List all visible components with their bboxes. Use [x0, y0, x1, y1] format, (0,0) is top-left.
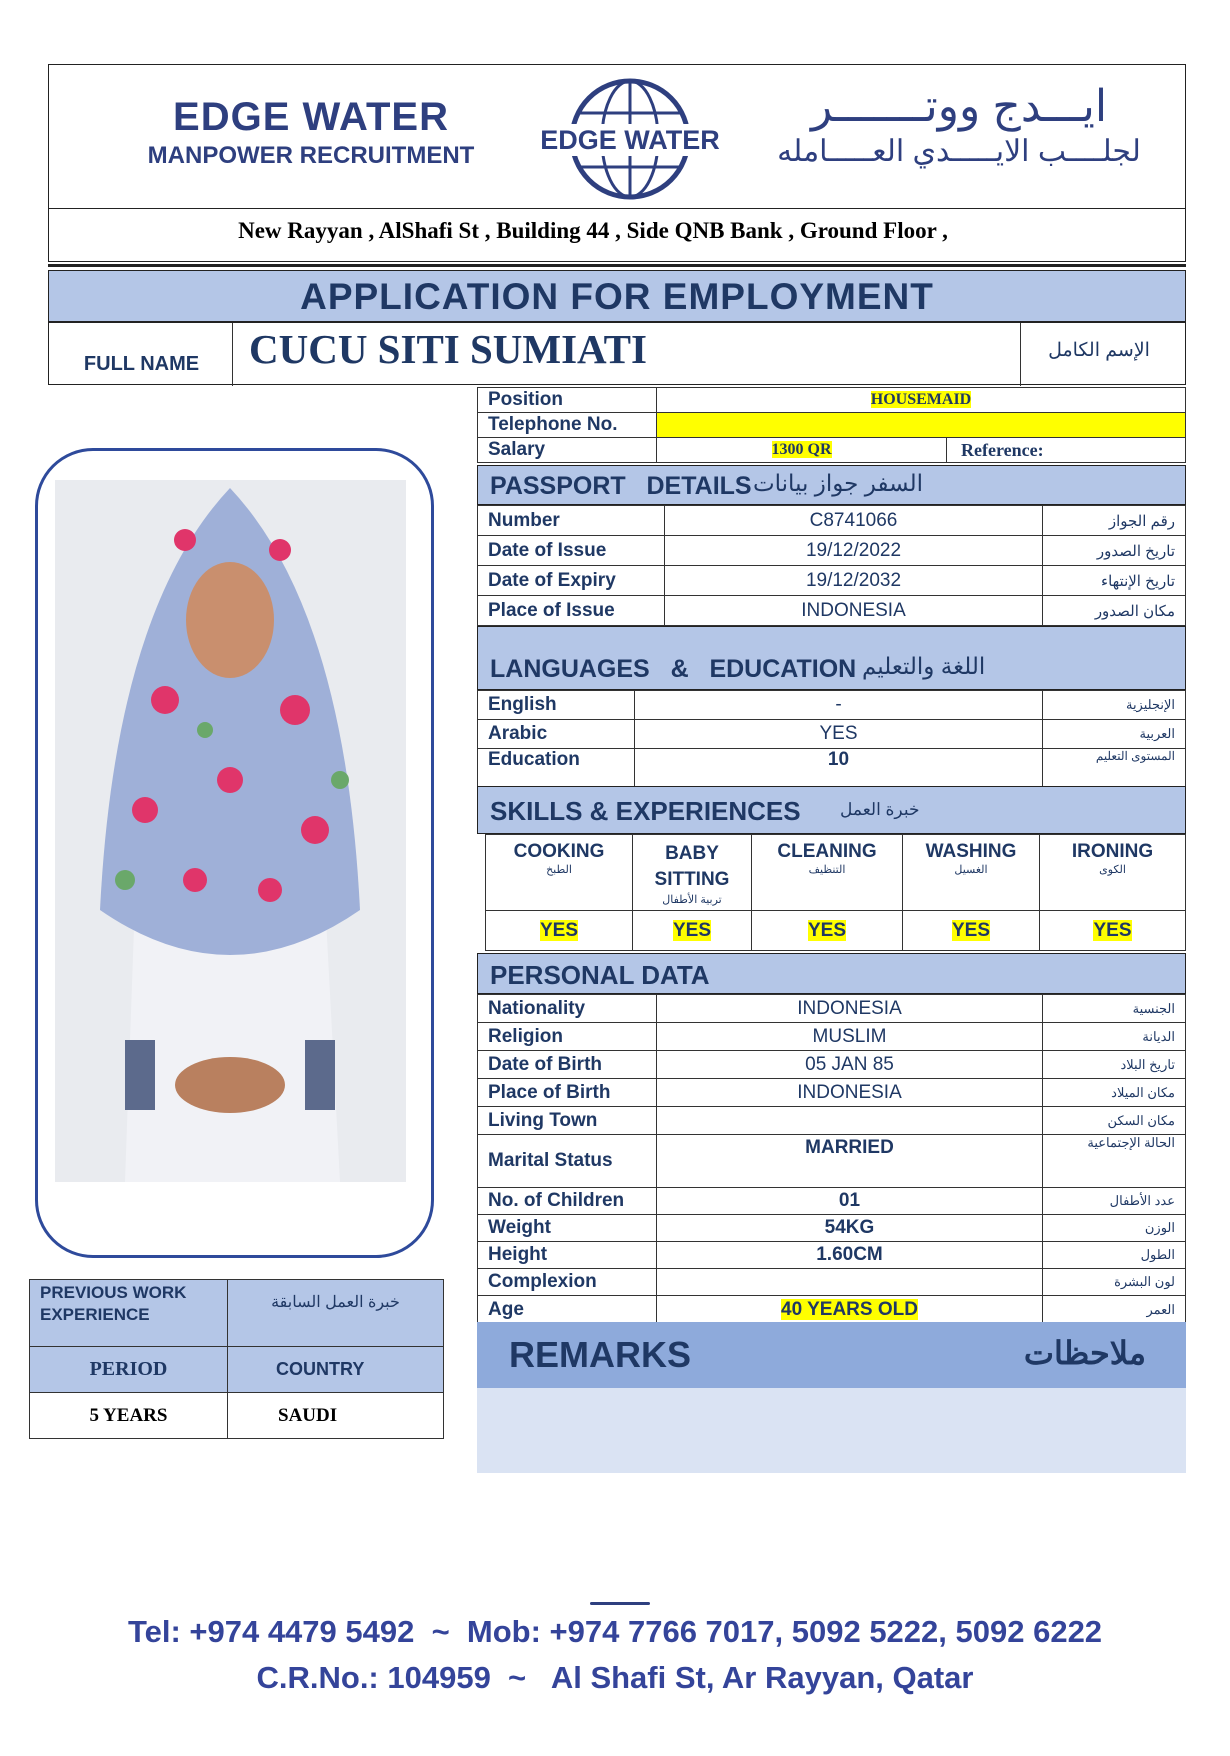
- skill-ironing-value: YES: [1093, 919, 1132, 941]
- issue-date-ar: تاريخ الصدور: [1043, 536, 1186, 566]
- passport-table: [477, 505, 1186, 626]
- table-row: [478, 1269, 1186, 1296]
- languages-heading-text: LANGUAGES & EDUCATION: [490, 655, 857, 683]
- arabic-value: YES: [635, 720, 1043, 749]
- company-name-en: [121, 95, 501, 170]
- weight-value: 54KG: [657, 1215, 1043, 1242]
- skill-baby-sitting-ar: تربية الأطفال: [662, 894, 722, 906]
- table-row: [478, 1135, 1186, 1188]
- company-name-line2: MANPOWER RECRUITMENT: [147, 142, 475, 169]
- skill-cleaning-value: YES: [807, 919, 847, 941]
- full-name-divider-right: [1020, 323, 1021, 386]
- height-ar: الطول: [1043, 1242, 1186, 1269]
- skills-table: [485, 834, 1186, 951]
- remarks-heading: [477, 1322, 1186, 1388]
- nationality-ar: الجنسية: [1043, 995, 1186, 1023]
- skill-cooking-label: COOKING: [513, 841, 605, 862]
- skill-washing-label: WASHING: [925, 841, 1017, 862]
- skill-washing: [903, 835, 1040, 911]
- age-cell: [657, 1296, 1043, 1324]
- marital-status-ar: الحالة الإجتماعية: [1043, 1135, 1186, 1188]
- table-row: [478, 1296, 1186, 1324]
- skill-baby-sitting-label: BABY SITTING: [654, 843, 730, 890]
- height-label: Height: [478, 1242, 657, 1269]
- applicant-photo: [55, 480, 406, 1182]
- issue-place-ar: مكان الصدور: [1043, 596, 1186, 626]
- period-label: PERIOD: [30, 1347, 228, 1393]
- full-name-row: [48, 322, 1186, 385]
- children-value: 01: [657, 1188, 1043, 1215]
- religion-ar: الديانة: [1043, 1023, 1186, 1051]
- birth-place-label: Place of Birth: [478, 1079, 657, 1107]
- full-name-value: CUCU SITI SUMIATI: [249, 326, 647, 372]
- reference-label: Reference:: [947, 438, 1186, 463]
- table-row: [30, 1280, 444, 1347]
- logo-text: EDGE WATER: [540, 125, 720, 155]
- company-logo: [535, 73, 725, 205]
- religion-label: Religion: [478, 1023, 657, 1051]
- experience-table: [29, 1279, 444, 1439]
- weight-ar: الوزن: [1043, 1215, 1186, 1242]
- birth-place-value: INDONESIA: [657, 1079, 1043, 1107]
- table-row: [478, 1188, 1186, 1215]
- languages-heading-ar: اللغة والتعليم: [862, 653, 986, 679]
- birth-date-ar: تاريخ البلاد: [1043, 1051, 1186, 1079]
- skill-ironing-ar: الكوى: [1099, 864, 1126, 876]
- table-row: [478, 995, 1186, 1023]
- personal-heading-text: PERSONAL DATA: [490, 960, 710, 990]
- table-row: [478, 720, 1186, 749]
- skill-cooking-value: YES: [539, 919, 579, 941]
- education-label: Education: [478, 749, 635, 787]
- skill-baby-sitting-value: YES: [672, 919, 712, 941]
- passport-heading-ar: السفر جواز بيانات: [753, 470, 924, 496]
- complexion-ar: لون البشرة: [1043, 1269, 1186, 1296]
- nationality-value: INDONESIA: [657, 995, 1043, 1023]
- age-ar: العمر: [1043, 1296, 1186, 1324]
- skill-cooking-value-cell: [486, 911, 633, 951]
- table-row: [478, 691, 1186, 720]
- table-row: [478, 1051, 1186, 1079]
- country-label: COUNTRY: [228, 1347, 444, 1393]
- skill-cleaning-value-cell: [752, 911, 903, 951]
- children-label: No. of Children: [478, 1188, 657, 1215]
- full-name-label-ar: الإسم الكامل: [1048, 340, 1150, 361]
- education-ar: المستوى التعليم: [1043, 749, 1186, 787]
- skills-heading: [477, 786, 1186, 834]
- languages-heading: [477, 626, 1186, 690]
- position-label: Position: [478, 388, 657, 413]
- company-name-ar-line1: ايـــدج ووتـــــــر: [810, 82, 1108, 131]
- skills-label-row: [486, 835, 1186, 911]
- table-row: [478, 749, 1186, 787]
- table-row: [478, 1023, 1186, 1051]
- arabic-ar: العربية: [1043, 720, 1186, 749]
- passport-heading-text: PASSPORT DETAILS: [490, 472, 752, 500]
- period-value: 5 YEARS: [30, 1393, 228, 1439]
- letterhead: [48, 64, 1186, 209]
- skill-cooking-ar: الطبخ: [546, 864, 572, 876]
- children-ar: عدد الأطفال: [1043, 1188, 1186, 1215]
- divider: [48, 264, 1186, 267]
- address-text: New Rayyan , AlShafi St , Building 44 , Side QNB Bank , Ground Floor ,: [238, 218, 948, 243]
- experience-heading-ar: خبرة العمل السابقة: [228, 1280, 444, 1347]
- birth-date-label: Date of Birth: [478, 1051, 657, 1079]
- job-table: [477, 387, 1186, 463]
- living-town-value: [657, 1107, 1043, 1135]
- company-name-ar: [749, 81, 1169, 169]
- table-row: [30, 1347, 444, 1393]
- expiry-date-label: Date of Expiry: [478, 566, 665, 596]
- table-row: [478, 1107, 1186, 1135]
- table-row: [478, 1079, 1186, 1107]
- experience-heading: PREVIOUS WORK EXPERIENCE: [30, 1280, 228, 1347]
- english-value: -: [635, 691, 1043, 720]
- table-row: [478, 536, 1186, 566]
- issue-date-value: 19/12/2022: [665, 536, 1043, 566]
- living-town-ar: مكان السكن: [1043, 1107, 1186, 1135]
- footer-contact: Tel: +974 4479 5492 ~ Mob: +974 7766 7017, 5092 5222, 5092 6222: [127, 1614, 1103, 1649]
- position-cell: [657, 388, 1186, 413]
- remarks-heading-ar: ملاحظات: [1023, 1335, 1146, 1371]
- passport-number-value: C8741066: [665, 506, 1043, 536]
- marital-status-label: Marital Status: [478, 1135, 657, 1188]
- passport-heading: [477, 465, 1186, 505]
- position-value: HOUSEMAID: [870, 391, 972, 408]
- company-name-line1: EDGE WATER: [173, 95, 449, 139]
- issue-place-value: INDONESIA: [665, 596, 1043, 626]
- languages-table: [477, 690, 1186, 787]
- age-label: Age: [478, 1296, 657, 1324]
- remarks-body: [477, 1388, 1186, 1473]
- complexion-label: Complexion: [478, 1269, 657, 1296]
- passport-number-label: Number: [478, 506, 665, 536]
- marital-status-value: MARRIED: [657, 1135, 1043, 1188]
- skill-ironing: [1040, 835, 1186, 911]
- birth-place-ar: مكان الميلاد: [1043, 1079, 1186, 1107]
- skill-ironing-value-cell: [1040, 911, 1186, 951]
- table-row: [478, 506, 1186, 536]
- skills-heading-text: SKILLS & EXPERIENCES: [490, 796, 801, 826]
- applicant-photo-icon: [55, 480, 406, 1182]
- skill-washing-value: YES: [951, 919, 991, 941]
- remarks-heading-text: REMARKS: [509, 1334, 692, 1375]
- personal-heading: [477, 953, 1186, 994]
- age-value: 40 YEARS OLD: [781, 1298, 918, 1320]
- expiry-date-value: 19/12/2032: [665, 566, 1043, 596]
- salary-label: Salary: [478, 438, 657, 463]
- expiry-date-ar: تاريخ الإنتهاء: [1043, 566, 1186, 596]
- english-label: English: [478, 691, 635, 720]
- application-title: [48, 270, 1186, 322]
- nationality-label: Nationality: [478, 995, 657, 1023]
- skills-value-row: [486, 911, 1186, 951]
- footer-divider: [590, 1602, 650, 1605]
- issue-date-label: Date of Issue: [478, 536, 665, 566]
- skill-washing-value-cell: [903, 911, 1040, 951]
- skill-ironing-label: IRONING: [1071, 841, 1154, 862]
- religion-value: MUSLIM: [657, 1023, 1043, 1051]
- table-row: [30, 1393, 444, 1439]
- full-name-divider-left: [232, 323, 233, 386]
- arabic-label: Arabic: [478, 720, 635, 749]
- country-value: SAUDI: [228, 1393, 444, 1439]
- issue-place-label: Place of Issue: [478, 596, 665, 626]
- table-row: [478, 1215, 1186, 1242]
- footer-address: C.R.No.: 104959 ~ Al Shafi St, Ar Rayyan, Qatar: [256, 1660, 974, 1695]
- company-name-ar-line2: لجلــــب الايـــــدي العـــــامله: [777, 135, 1141, 168]
- telephone-value: [657, 413, 1186, 438]
- salary-value: 1300 QR: [771, 441, 832, 458]
- passport-number-ar: رقم الجواز: [1043, 506, 1186, 536]
- education-value: 10: [635, 749, 1043, 787]
- salary-cell: [657, 438, 947, 463]
- table-row: [478, 566, 1186, 596]
- height-value: 1.60CM: [657, 1242, 1043, 1269]
- page-title: APPLICATION FOR EMPLOYMENT: [300, 276, 934, 317]
- skills-heading-ar: خبرة العمل: [840, 800, 920, 819]
- skill-cleaning-label: CLEANING: [777, 841, 877, 862]
- personal-table: [477, 994, 1186, 1324]
- skill-baby-sitting-value-cell: [633, 911, 752, 951]
- skill-baby-sitting: [633, 835, 752, 911]
- table-row: [478, 596, 1186, 626]
- table-row: [478, 1242, 1186, 1269]
- complexion-value: [657, 1269, 1043, 1296]
- skill-cleaning: [752, 835, 903, 911]
- skill-washing-ar: الغسيل: [954, 864, 988, 876]
- weight-label: Weight: [478, 1215, 657, 1242]
- skill-cleaning-ar: التنظيف: [808, 864, 846, 876]
- telephone-label: Telephone No.: [478, 413, 657, 438]
- english-ar: الإنجليزية: [1043, 691, 1186, 720]
- skill-cooking: [486, 835, 633, 911]
- birth-date-value: 05 JAN 85: [657, 1051, 1043, 1079]
- living-town-label: Living Town: [478, 1107, 657, 1135]
- full-name-label: FULL NAME: [83, 353, 200, 375]
